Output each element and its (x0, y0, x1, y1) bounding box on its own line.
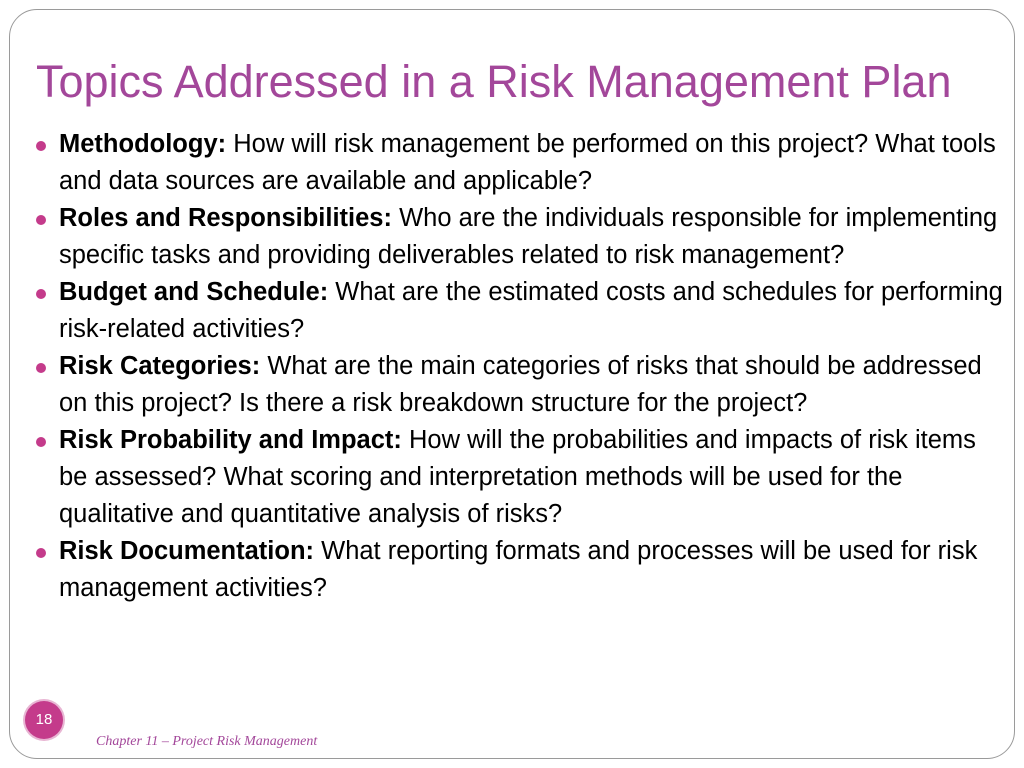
bullet-text: What are the main categories of risks that should be addressed on this project? Is there a risk breakdown structure for the project? (59, 352, 982, 417)
bullet-text: How will the probabilities and impacts of risk items be assessed? What scoring and interpretation methods will be used for the qualitative and quantitative analysis of risks? (59, 426, 976, 528)
bullet-term: Methodology: (59, 130, 227, 158)
bullet-icon (36, 548, 46, 558)
bullet-icon (36, 289, 46, 299)
bullet-term: Risk Documentation: (59, 537, 315, 565)
bullet-item-probability (36, 422, 1006, 533)
bullet-item-methodology (36, 126, 1006, 200)
bullet-term: Budget and Schedule: (59, 278, 329, 306)
bullet-item-roles (36, 200, 1006, 274)
page-number-badge: 18 (25, 701, 63, 739)
bullet-text: Who are the individuals responsible for implementing specific tasks and providing deliverables related to risk management? (59, 204, 998, 269)
bullet-icon (36, 215, 46, 225)
footer-chapter: Chapter 11 – Project Risk Management (96, 734, 318, 749)
bullet-item-documentation (36, 533, 1006, 607)
bullet-icon (36, 141, 46, 151)
bullet-text: How will risk management be performed on this project? What tools and data sources are available and applicable? (59, 130, 996, 195)
bullet-term: Risk Probability and Impact: (59, 426, 402, 454)
bullet-icon (36, 437, 46, 447)
bullet-item-categories (36, 348, 1006, 422)
bullet-item-budget (36, 274, 1006, 348)
bullet-icon (36, 363, 46, 373)
bullet-text: What are the estimated costs and schedules for performing risk-related activities? (59, 278, 1003, 343)
slide-title: Topics Addressed in a Risk Management Plan (36, 56, 952, 107)
bullet-term: Risk Categories: (59, 352, 261, 380)
bullet-text: What reporting formats and processes will be used for risk management activities? (59, 537, 978, 602)
bullet-list (36, 126, 1006, 607)
bullet-term: Roles and Responsibilities: (59, 204, 392, 232)
